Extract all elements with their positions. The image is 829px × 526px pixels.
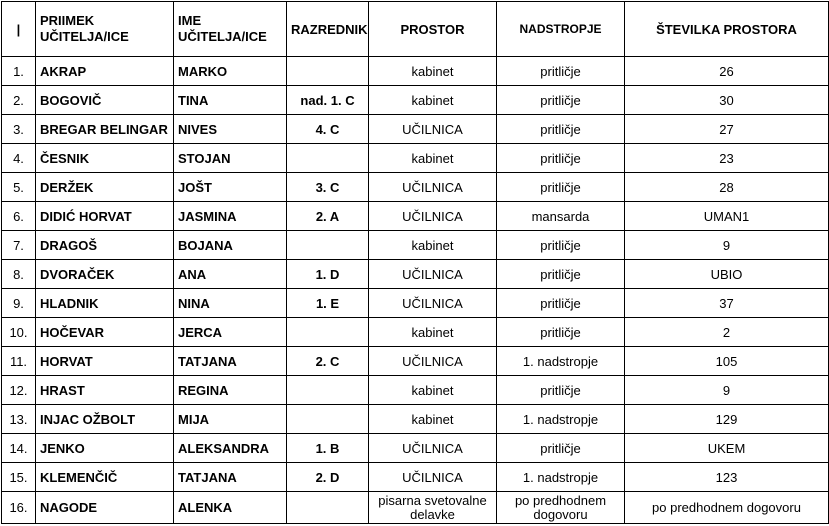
- cell-number: 9.: [2, 289, 36, 318]
- table-body: [2, 57, 829, 524]
- cell-number: 7.: [2, 231, 36, 260]
- cell-floor: 1. nadstropje: [497, 347, 625, 376]
- table-row: [2, 260, 829, 289]
- cell-room-number: 27: [625, 115, 829, 144]
- cell-class-teacher: 1. D: [287, 260, 369, 289]
- cell-surname: HORVAT: [36, 347, 174, 376]
- cell-floor: pritličje: [497, 115, 625, 144]
- table-row: [2, 318, 829, 347]
- table-row: [2, 434, 829, 463]
- cell-number: 13.: [2, 405, 36, 434]
- cell-first-name: JOŠT: [174, 173, 287, 202]
- cell-class-teacher: 4. C: [287, 115, 369, 144]
- cell-class-teacher: [287, 492, 369, 524]
- cell-surname: DERŽEK: [36, 173, 174, 202]
- cell-surname: DIDIĆ HORVAT: [36, 202, 174, 231]
- cell-number: 10.: [2, 318, 36, 347]
- cell-room-number: 2: [625, 318, 829, 347]
- cell-class-teacher: [287, 376, 369, 405]
- cell-surname: BOGOVIČ: [36, 86, 174, 115]
- header-class-teacher: RAZREDNIK: [287, 2, 369, 57]
- cell-first-name: BOJANA: [174, 231, 287, 260]
- cell-class-teacher: [287, 318, 369, 347]
- table-row: [2, 57, 829, 86]
- cell-class-teacher: [287, 144, 369, 173]
- cell-class-teacher: nad. 1. C: [287, 86, 369, 115]
- cell-first-name: REGINA: [174, 376, 287, 405]
- cell-surname: JENKO: [36, 434, 174, 463]
- cell-room: UČILNICA: [369, 434, 497, 463]
- table-row: [2, 231, 829, 260]
- header-num: |: [2, 2, 36, 57]
- cell-first-name: NINA: [174, 289, 287, 318]
- cell-class-teacher: 1. E: [287, 289, 369, 318]
- header-surname: PRIIMEK UČITELJA/ICE: [36, 2, 174, 57]
- cell-surname: BREGAR BELINGAR: [36, 115, 174, 144]
- cell-first-name: TINA: [174, 86, 287, 115]
- cell-room-number: po predhodnem dogovoru: [625, 492, 829, 524]
- table-row: [2, 289, 829, 318]
- cell-number: 3.: [2, 115, 36, 144]
- cell-room: kabinet: [369, 318, 497, 347]
- cell-room: UČILNICA: [369, 463, 497, 492]
- header-room-number: ŠTEVILKA PROSTORA: [625, 2, 829, 57]
- cell-room-number: UMAN1: [625, 202, 829, 231]
- cell-room-number: 123: [625, 463, 829, 492]
- cell-room: kabinet: [369, 231, 497, 260]
- cell-room: kabinet: [369, 405, 497, 434]
- cell-floor: pritličje: [497, 86, 625, 115]
- cell-floor: pritličje: [497, 57, 625, 86]
- cell-first-name: ANA: [174, 260, 287, 289]
- cell-room-number: 9: [625, 231, 829, 260]
- cell-number: 5.: [2, 173, 36, 202]
- table-row: [2, 202, 829, 231]
- cell-first-name: ALEKSANDRA: [174, 434, 287, 463]
- cell-floor: pritličje: [497, 260, 625, 289]
- cell-room-number: 30: [625, 86, 829, 115]
- cell-number: 2.: [2, 86, 36, 115]
- cell-surname: INJAC OŽBOLT: [36, 405, 174, 434]
- cell-room-number: 23: [625, 144, 829, 173]
- cell-surname: HRAST: [36, 376, 174, 405]
- cell-number: 1.: [2, 57, 36, 86]
- cell-first-name: JERCA: [174, 318, 287, 347]
- cell-room: UČILNICA: [369, 115, 497, 144]
- table-row: [2, 463, 829, 492]
- cell-first-name: TATJANA: [174, 463, 287, 492]
- cell-room-number: 26: [625, 57, 829, 86]
- cell-class-teacher: [287, 57, 369, 86]
- cell-class-teacher: [287, 405, 369, 434]
- cell-room: pisarna svetovalne delavke: [369, 492, 497, 524]
- header-name: IME UČITELJA/ICE: [174, 2, 287, 57]
- table-row: [2, 405, 829, 434]
- cell-floor: pritličje: [497, 144, 625, 173]
- table-row: [2, 115, 829, 144]
- cell-first-name: MIJA: [174, 405, 287, 434]
- cell-number: 8.: [2, 260, 36, 289]
- cell-floor: mansarda: [497, 202, 625, 231]
- table-row: [2, 347, 829, 376]
- cell-class-teacher: 2. D: [287, 463, 369, 492]
- cell-surname: DVORAČEK: [36, 260, 174, 289]
- cell-surname: HOČEVAR: [36, 318, 174, 347]
- cell-room: UČILNICA: [369, 347, 497, 376]
- cell-room-number: 37: [625, 289, 829, 318]
- cell-first-name: STOJAN: [174, 144, 287, 173]
- table-row: [2, 86, 829, 115]
- cell-surname: ČESNIK: [36, 144, 174, 173]
- cell-room-number: 28: [625, 173, 829, 202]
- cell-room: UČILNICA: [369, 260, 497, 289]
- cell-surname: DRAGOŠ: [36, 231, 174, 260]
- cell-number: 16.: [2, 492, 36, 524]
- header-floor: NADSTROPJE: [497, 2, 625, 57]
- cell-surname: KLEMENČIČ: [36, 463, 174, 492]
- cell-room-number: UBIO: [625, 260, 829, 289]
- cell-class-teacher: 2. C: [287, 347, 369, 376]
- cell-floor: pritličje: [497, 318, 625, 347]
- table-row: [2, 173, 829, 202]
- cell-room: kabinet: [369, 376, 497, 405]
- table-row: [2, 492, 829, 524]
- cell-class-teacher: [287, 231, 369, 260]
- header-row: [2, 2, 829, 57]
- cell-number: 12.: [2, 376, 36, 405]
- cell-room-number: 105: [625, 347, 829, 376]
- cell-room-number: 9: [625, 376, 829, 405]
- cell-room: kabinet: [369, 57, 497, 86]
- cell-first-name: JASMINA: [174, 202, 287, 231]
- cell-floor: po predhodnem dogovoru: [497, 492, 625, 524]
- cell-class-teacher: 1. B: [287, 434, 369, 463]
- cell-surname: HLADNIK: [36, 289, 174, 318]
- cell-floor: 1. nadstropje: [497, 463, 625, 492]
- cell-room: UČILNICA: [369, 173, 497, 202]
- header-room: PROSTOR: [369, 2, 497, 57]
- cell-room: kabinet: [369, 144, 497, 173]
- table-row: [2, 144, 829, 173]
- cell-floor: pritličje: [497, 289, 625, 318]
- cell-room-number: UKEM: [625, 434, 829, 463]
- cell-first-name: NIVES: [174, 115, 287, 144]
- cell-surname: AKRAP: [36, 57, 174, 86]
- cell-room: kabinet: [369, 86, 497, 115]
- cell-number: 15.: [2, 463, 36, 492]
- cell-number: 4.: [2, 144, 36, 173]
- cell-class-teacher: 2. A: [287, 202, 369, 231]
- cell-room: UČILNICA: [369, 202, 497, 231]
- cell-room-number: 129: [625, 405, 829, 434]
- cell-first-name: TATJANA: [174, 347, 287, 376]
- cell-number: 14.: [2, 434, 36, 463]
- cell-first-name: MARKO: [174, 57, 287, 86]
- cell-first-name: ALENKA: [174, 492, 287, 524]
- cell-room: UČILNICA: [369, 289, 497, 318]
- cell-number: 11.: [2, 347, 36, 376]
- cell-floor: pritličje: [497, 376, 625, 405]
- cell-class-teacher: 3. C: [287, 173, 369, 202]
- cell-surname: NAGODE: [36, 492, 174, 524]
- table-row: [2, 376, 829, 405]
- cell-number: 6.: [2, 202, 36, 231]
- cell-floor: pritličje: [497, 434, 625, 463]
- teacher-rooms-table: [1, 1, 829, 524]
- cell-floor: pritličje: [497, 231, 625, 260]
- cell-floor: pritličje: [497, 173, 625, 202]
- cell-floor: 1. nadstropje: [497, 405, 625, 434]
